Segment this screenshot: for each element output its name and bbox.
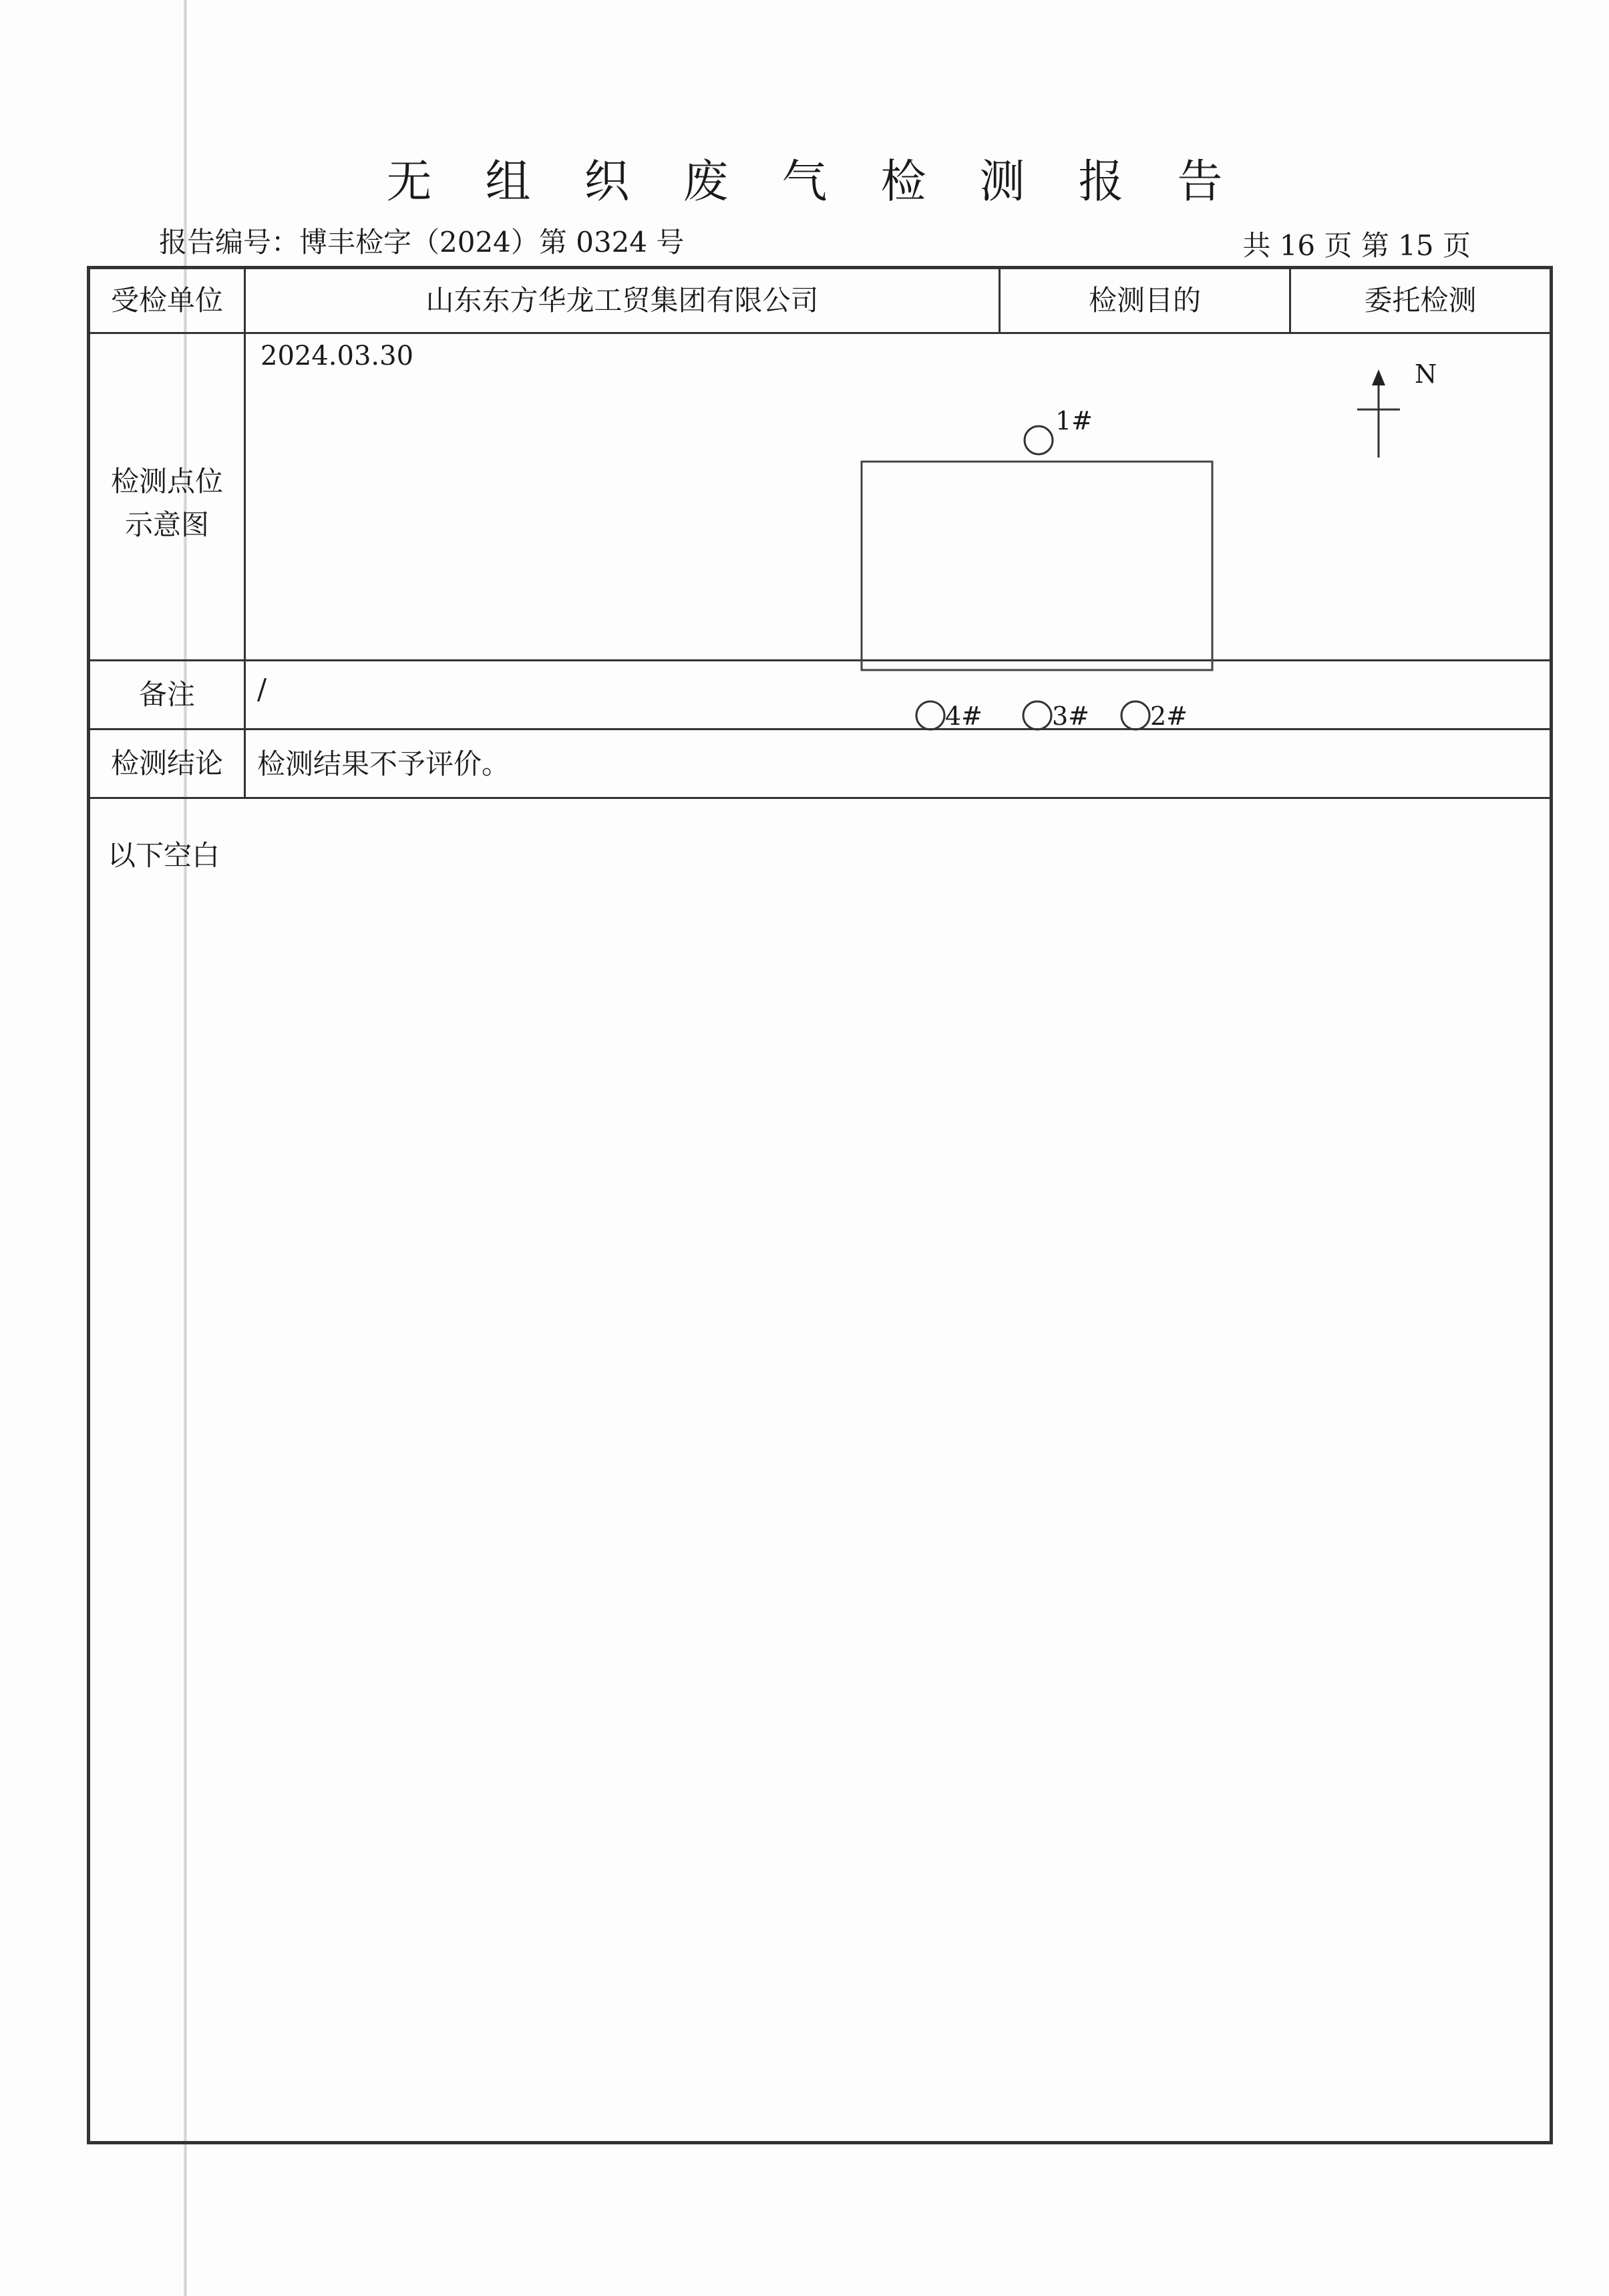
- row-divider: [90, 659, 1550, 661]
- facility-outline: [862, 462, 1212, 670]
- remarks-value: /: [257, 673, 267, 705]
- sketch-label: 检测点位示意图: [110, 464, 223, 541]
- monitoring-point-1-marker: [1025, 426, 1053, 454]
- purpose-value: 委托检测: [1364, 284, 1477, 317]
- inspected-unit-value: 山东东方华龙工贸集团有限公司: [425, 284, 819, 317]
- page-info: 共 16 页 第 15 页: [1242, 229, 1471, 262]
- sketch-date: 2024.03.30: [260, 341, 414, 371]
- conclusion-label: 检测结论: [110, 747, 223, 780]
- monitoring-point-4-marker: [916, 701, 944, 729]
- purpose-label: 检测目的: [1088, 284, 1201, 317]
- report-number: 报告编号：博丰检字（2024）第 0324 号: [159, 226, 685, 259]
- report-title: 无组织废气检测报告: [386, 156, 1276, 208]
- blank-below-note: 以下空白: [108, 839, 220, 872]
- column-divider: [244, 269, 246, 797]
- inspected-unit-label: 受检单位: [110, 284, 223, 317]
- monitoring-point-sketch: [247, 335, 1550, 731]
- north-label: N: [1415, 359, 1437, 389]
- remarks-label: 备注: [138, 678, 195, 711]
- monitoring-point-2-label: 2#: [1150, 701, 1188, 731]
- monitoring-point-3-marker: [1023, 701, 1051, 729]
- monitoring-point-2-marker: [1121, 701, 1149, 729]
- row-divider: [90, 332, 1550, 334]
- row-divider: [90, 728, 1550, 730]
- row-divider: [90, 797, 1550, 799]
- conclusion-value: 检测结果不予评价。: [257, 748, 510, 780]
- monitoring-point-4-label: 4#: [945, 701, 983, 731]
- north-arrow-icon: [1357, 369, 1400, 458]
- monitoring-point-3-label: 3#: [1052, 701, 1090, 731]
- monitoring-point-1-label: 1#: [1055, 406, 1093, 436]
- report-table: [87, 266, 1553, 2144]
